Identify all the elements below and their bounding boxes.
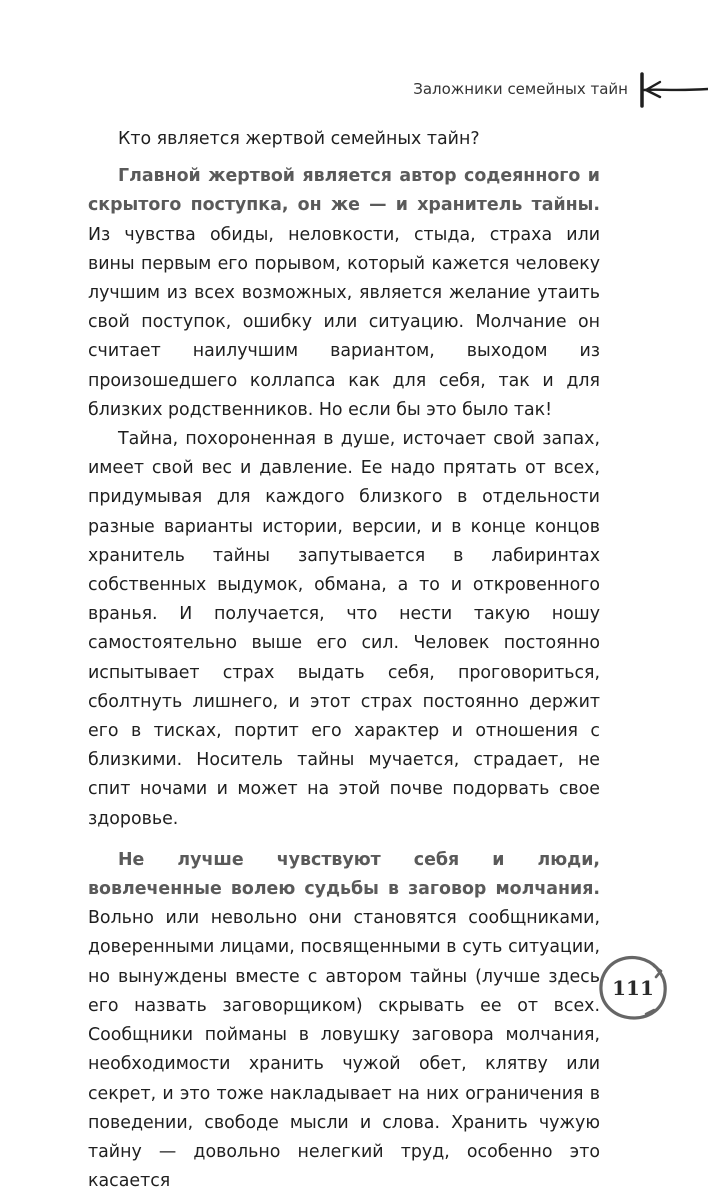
arrow-left-icon: [638, 70, 708, 110]
emphasis-accomplices: Не лучше чувствуют себя и люди, вовлеченные волею судьбы в заговор молчания.: [88, 849, 600, 900]
paragraph-accomplices-text: Вольно или невольно они становятся сообщниками, доверенными лицами, посвященными в суть ситуации, но вынуждены вместе с автором тайны (лучше здесь его назвать заговорщиком) скрывать ее от всех. Сообщники пойманы в ловушку заговора молчания, необходимости хранить чужой обет, клятву или секрет, и это тоже накладывает на них ограничения в поведении, свободе мысли и слова. Хранить чужую тайну — довольно нелегкий труд, особенно это касается: [88, 908, 600, 1192]
page-body: [88, 125, 600, 1196]
question-paragraph: Кто является жертвой семейных тайн?: [118, 129, 480, 149]
paragraph-main-victim-text: Из чувства обиды, неловкости, стыда, страха или вины первым его порывом, который кажется человеку лучшим из всех возможных, является желание утаить свой поступок, ошибку или ситуацию. Молчание он считает наилучшим вариантом, выходом из произошедшего коллапса как для себя, так и для близких родственников. Но если бы это было так!: [88, 224, 600, 420]
emphasis-main-victim: Главной жертвой является автор содеянного и скрытого поступка, он же — и хранитель тайны.: [88, 166, 600, 216]
paragraph-main-victim: [88, 162, 600, 425]
page-number: 111: [612, 976, 654, 1000]
page-number-block: [594, 952, 672, 1024]
paragraph-secret-burden: Тайна, похороненная в душе, источает свой запах, имеет свой вес и давление. Ее надо прятать от всех, придумывая для каждого близкого в отдельности разные варианты истории, версии, и в конце концов хранитель тайны запутывается в лабиринтах собственных выдумок, обмана, а то и откровенного вранья. И получается, что нести такую ношу самостоятельно выше его сил. Человек постоянно испытывает страх выдать себя, проговориться, сболтнуть лишнего, и этот страх постоянно держит его в тисках, портит его характер и отношения с близкими. Носитель тайны мучается, страдает, не спит ночами и может на этой почве подорвать свое здоровье.: [88, 429, 600, 829]
running-head-title: Заложники семейных тайн: [413, 80, 628, 98]
paragraph-accomplices: [88, 846, 600, 1196]
